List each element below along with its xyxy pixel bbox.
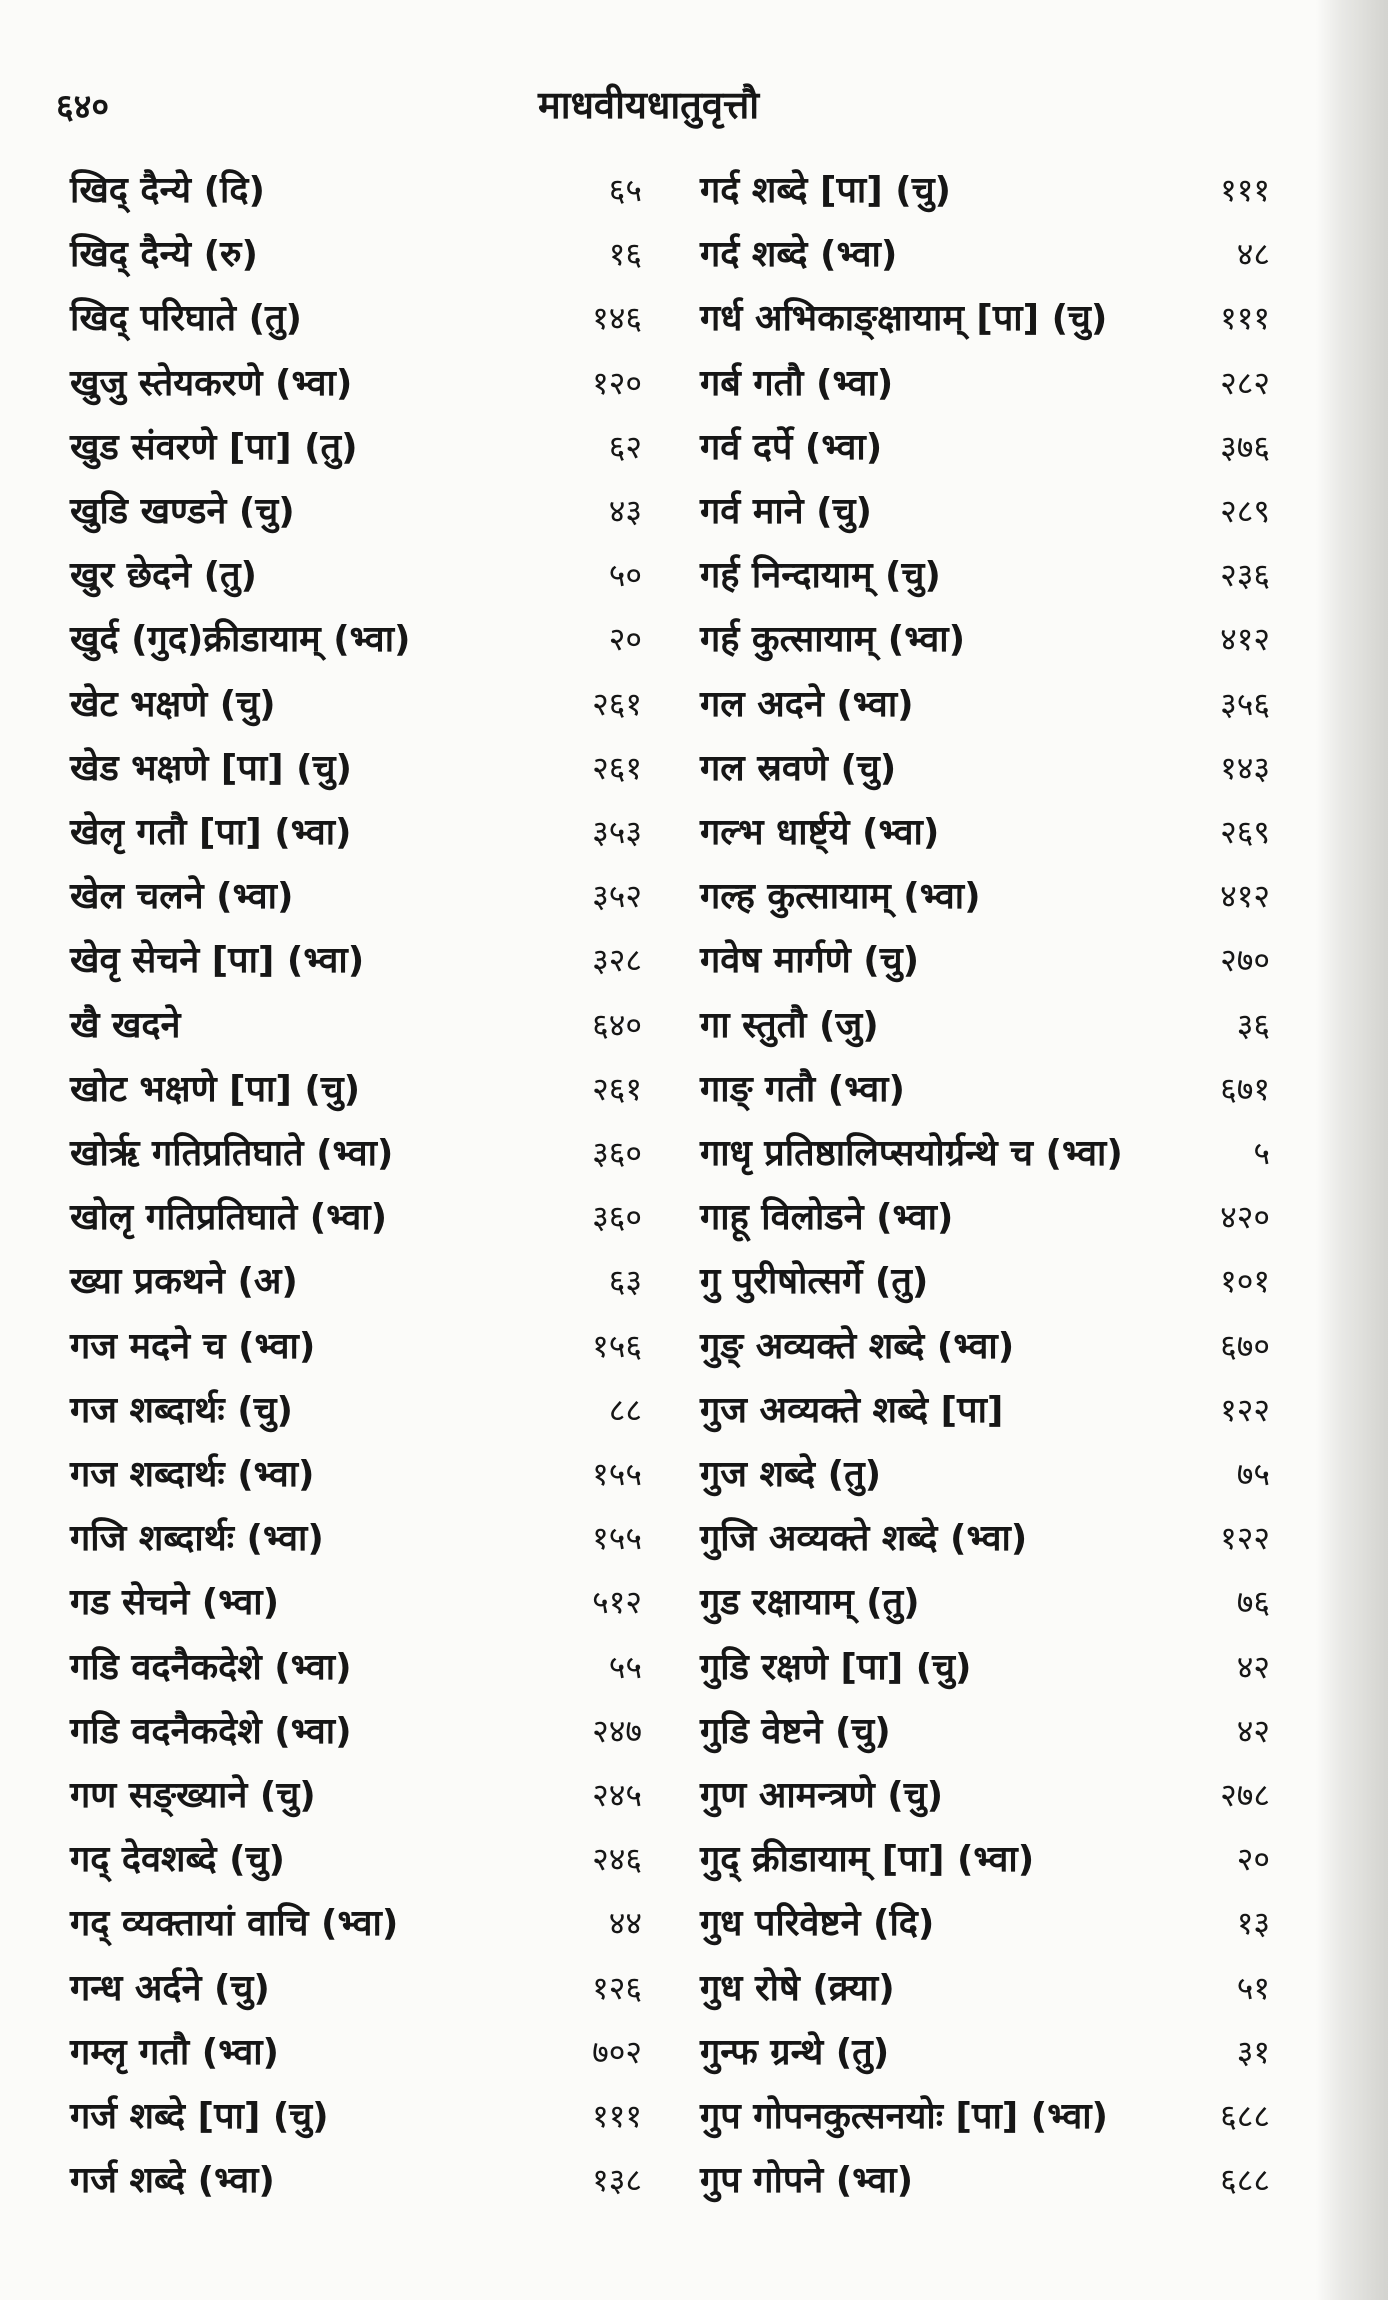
entry-term: गड सेचने (भ्वा) [70,1582,280,1624]
entry-page-number: ४२ [1236,1711,1270,1750]
index-entry [70,415,642,473]
index-entry [70,864,642,922]
entry-page-number: ५५ [608,1647,642,1686]
entry-page-number: २० [608,620,642,659]
entry-term: खुर छेदने (तु) [70,555,257,597]
entry-term: गद् देवशब्दे (चु) [70,1839,285,1881]
entry-term: गर्द शब्दे (भ्वा) [700,234,898,276]
index-entry [700,993,1270,1051]
index-entry [700,1378,1270,1436]
entry-term: खोर्ऋ गतिप्रतिघाते (भ्वा) [70,1133,394,1174]
index-entry [70,2148,642,2206]
entry-page-number: १५५ [592,1455,642,1493]
index-entry [700,351,1270,409]
entry-page-number: २६१ [592,684,642,723]
entry-page-number: ७०२ [592,2032,642,2071]
index-entry [700,736,1270,794]
entry-term: गुद् क्रीडायाम् [पा] (भ्वा) [700,1839,1035,1881]
index-entry [70,222,642,280]
entry-term: गर्ह निन्दायाम् (चु) [700,555,941,597]
entry-term: खुडि खण्डने (चु) [70,491,295,532]
entry-page-number: १३८ [592,2161,642,2200]
entry-term: गर्ज शब्दे (भ्वा) [70,2160,275,2202]
entry-page-number: १२२ [1220,1390,1270,1429]
index-entry [70,543,642,601]
entry-page-number: ४१२ [1220,620,1270,659]
entry-term: गर्ह कुत्सायाम् (भ्वा) [700,619,966,661]
entry-term: गजि शब्दार्थः (भ्वा) [70,1518,324,1560]
index-entry [70,286,642,344]
entry-term: खुजु स्तेयकरणे (भ्वा) [70,362,353,404]
entry-page-number: ६२ [608,427,642,466]
index-entry [700,1057,1270,1115]
entry-page-number: ६४० [592,1005,642,1044]
index-entry [70,351,642,409]
index-entry [700,158,1270,216]
index-entry [70,993,642,1051]
entry-term: खुड संवरणे [पा] (तु) [70,426,358,468]
index-entry [70,158,642,216]
index-entry [700,1763,1270,1821]
index-entry [70,1891,642,1949]
entry-term: गुज शब्दे (तु) [700,1454,882,1495]
index-entry [700,1506,1270,1564]
entry-page-number: ५ [1253,1134,1270,1172]
entry-page-number: ३६० [592,1198,642,1237]
index-entry [70,1121,642,1179]
entry-page-number: १५६ [592,1326,642,1365]
index-entry [700,928,1270,986]
entry-page-number: ४८ [1236,235,1270,274]
entry-term: गण सङ्ख्याने (चु) [70,1775,316,1816]
entry-page-number: २६१ [592,748,642,787]
entry-term: गाधृ प्रतिष्ठालिप्सयोर्ग्रन्थे च (भ्वा) [700,1133,1123,1174]
entry-term: गुप गोपने (भ्वा) [700,2160,914,2202]
entry-term: गुध परिवेष्टने (दि) [700,1903,935,1945]
entry-page-number: २६१ [592,1069,642,1108]
index-entry [700,2084,1270,2142]
index-entry [70,1185,642,1243]
index-entry [70,607,642,665]
entry-page-number: ३५६ [1220,684,1270,723]
entry-term: गन्ध अर्दने (चु) [70,1967,270,2009]
entry-page-number: ४२० [1220,1198,1270,1237]
index-entry [700,1891,1270,1949]
entry-term: गल्ह कुत्सायाम् (भ्वा) [700,876,981,918]
index-entry [700,286,1270,344]
entry-page-number: ८८ [608,1390,642,1429]
entry-page-number: ७६ [1236,1583,1270,1622]
entry-term: गुडि रक्षणे [पा] (चु) [700,1646,972,1688]
entry-page-number: ४३ [608,492,642,530]
entry-page-number: ६८८ [1220,2097,1270,2135]
entry-term: गुडि वेष्टने (चु) [700,1710,891,1752]
entry-term: गा स्तुतौ (जु) [700,1004,879,1046]
entry-page-number: ३५३ [592,813,642,851]
index-entry [70,1635,642,1693]
entry-page-number: २३६ [1220,556,1270,595]
index-entry [700,1121,1270,1179]
entry-term: गज मदने च (भ्वा) [70,1325,316,1367]
entry-page-number: ५० [608,556,642,595]
page-edge-shadow [1316,0,1388,2300]
entry-term: गुजि अव्यक्ते शब्दे (भ्वा) [700,1518,1028,1560]
entry-page-number: ६३ [608,1262,642,1301]
entry-page-number: १११ [1220,171,1270,209]
entry-page-number: १११ [592,2097,642,2135]
index-entry [70,1956,642,2014]
index-entry [700,1635,1270,1693]
entry-page-number: १०१ [1220,1262,1270,1301]
page-number: ६४० [56,87,110,127]
entry-page-number: १२० [592,363,642,402]
entry-term: खेल चलने (भ्वा) [70,876,294,918]
entry-term: गुज अव्यक्ते शब्दे [पा] [700,1389,1004,1431]
entry-page-number: ४२ [1236,1647,1270,1686]
entry-term: गल्भ धार्ष्ट्ये (भ्वा) [700,812,940,853]
index-entry [70,1249,642,1307]
index-entry [700,543,1270,601]
entry-page-number: ६७० [1220,1326,1270,1365]
index-entry [700,1185,1270,1243]
entry-page-number: १६ [608,235,642,274]
entry-term: गुड रक्षायाम् (तु) [700,1582,920,1624]
entry-term: गडि वदनैकदेशे (भ्वा) [70,1710,352,1752]
entry-page-number: २७८ [1220,1776,1270,1814]
entry-page-number: २४७ [592,1711,642,1750]
entry-page-number: ४४ [608,1904,642,1943]
entry-term: गर्ज शब्दे [पा] (चु) [70,2096,329,2137]
index-entry [70,1442,642,1500]
entry-term: गल अदने (भ्वा) [700,683,914,725]
index-entry [70,2084,642,2142]
entry-page-number: १२२ [1220,1519,1270,1558]
entry-term: गडि वदनैकदेशे (भ्वा) [70,1646,352,1688]
index-entry [70,1570,642,1628]
index-entry [70,1763,642,1821]
entry-term: खेवृ सेचने [पा] (भ्वा) [70,940,365,982]
index-entry [700,1249,1270,1307]
entry-page-number: ३२८ [592,941,642,980]
index-entry [700,1827,1270,1885]
entry-page-number: १५५ [592,1519,642,1558]
entry-term: खै खदने [70,1004,181,1046]
entry-page-number: ६७१ [1220,1069,1270,1108]
entry-term: गुप गोपनकुत्सनयोः [पा] (भ्वा) [700,2096,1109,2137]
entry-page-number: १३ [1236,1904,1270,1943]
entry-term: गाङ् गतौ (भ्वा) [700,1068,905,1110]
entry-term: गुङ् अव्यक्ते शब्दे (भ्वा) [700,1325,1015,1367]
entry-page-number: ७५ [1236,1455,1270,1493]
entry-page-number: ३१ [1236,2032,1270,2071]
entry-page-number: २६९ [1220,813,1270,851]
index-entry [70,1378,642,1436]
entry-page-number: ५१ [1236,1968,1270,2007]
index-entry [70,1827,642,1885]
entry-term: गुध रोषे (क्र्या) [700,1967,895,2009]
entry-term: खिद् दैन्ये (रु) [70,234,259,276]
index-entry [700,2148,1270,2206]
entry-term: खिद् दैन्ये (दि) [70,170,265,211]
entry-term: गर्द शब्दे [पा] (चु) [700,170,952,211]
entry-term: गर्व दर्पे (भ्वा) [700,426,883,468]
index-entry [70,928,642,986]
index-entry [70,1314,642,1372]
entry-page-number: १२६ [592,1968,642,2007]
index-entry [70,479,642,537]
entry-page-number: ४१२ [1220,877,1270,916]
entry-page-number: ५१२ [592,1583,642,1622]
index-entry [700,415,1270,473]
entry-term: गर्ध अभिकाङ्क्षायाम् [पा] (चु) [700,298,1108,340]
entry-term: गर्व माने (चु) [700,491,872,532]
index-entry [70,1699,642,1757]
entry-term: गज शब्दार्थः (चु) [70,1389,293,1431]
entry-page-number: ६५ [608,171,642,209]
entry-page-number: ३५२ [592,877,642,916]
index-entry [700,607,1270,665]
entry-page-number: २७० [1220,941,1270,980]
index-entry [700,800,1270,858]
entry-term: गम्लृ गतौ (भ्वा) [70,2031,279,2073]
entry-term: गुन्फ ग्रन्थे (तु) [700,2031,890,2073]
entry-term: गवेष मार्गणे (चु) [700,940,920,982]
entry-page-number: २८९ [1220,492,1270,530]
index-entry [70,1506,642,1564]
index-entry [700,1570,1270,1628]
running-title: माधवीयधातुवृत्तौ [538,83,760,127]
entry-term: खोलृ गतिप्रतिघाते (भ्वा) [70,1197,388,1239]
entry-term: गुण आमन्त्रणे (चु) [700,1775,944,1816]
entry-term: गल स्रवणे (चु) [700,747,897,789]
entry-term: गु पुरीषोत्सर्गे (तु) [700,1261,929,1303]
entry-term: ख्या प्रकथने (अ) [70,1261,298,1303]
index-entry [70,1057,642,1115]
index-entry [700,1956,1270,2014]
index-entry [70,736,642,794]
entry-term: खेलृ गतौ [पा] (भ्वा) [70,812,352,853]
index-entry [70,800,642,858]
entry-term: खुर्द (गुद)क्रीडायाम् (भ्वा) [70,619,411,661]
entry-page-number: १४६ [592,299,642,338]
index-entry [700,1442,1270,1500]
entry-page-number: ३७६ [1220,427,1270,466]
entry-term: गज शब्दार्थः (भ्वा) [70,1454,315,1495]
index-entry [700,864,1270,922]
entry-term: खेड भक्षणे [पा] (चु) [70,747,352,789]
index-entry [70,672,642,730]
entry-term: गाहू विलोडने (भ्वा) [700,1197,954,1239]
entry-page-number: २४६ [592,1840,642,1879]
entry-term: गर्ब गतौ (भ्वा) [700,362,894,404]
entry-page-number: ३६० [592,1134,642,1172]
index-entry [70,2020,642,2078]
index-entry [700,1699,1270,1757]
entry-page-number: २४५ [592,1776,642,1814]
index-entry [700,2020,1270,2078]
index-entry [700,222,1270,280]
entry-page-number: १४३ [1220,748,1270,787]
entry-page-number: २० [1236,1840,1270,1879]
entry-term: खिद् परिघाते (तु) [70,298,302,340]
entry-page-number: १११ [1220,299,1270,338]
entry-page-number: २८२ [1220,363,1270,402]
index-entry [700,479,1270,537]
entry-term: गद् व्यक्तायां वाचि (भ्वा) [70,1903,399,1945]
entry-page-number: ६८८ [1220,2161,1270,2200]
entry-term: खोट भक्षणे [पा] (चु) [70,1068,361,1110]
index-entry [700,672,1270,730]
page-header [48,78,1268,138]
index-entry [700,1314,1270,1372]
entry-page-number: ३६ [1236,1005,1270,1044]
entry-term: खेट भक्षणे (चु) [70,683,276,725]
